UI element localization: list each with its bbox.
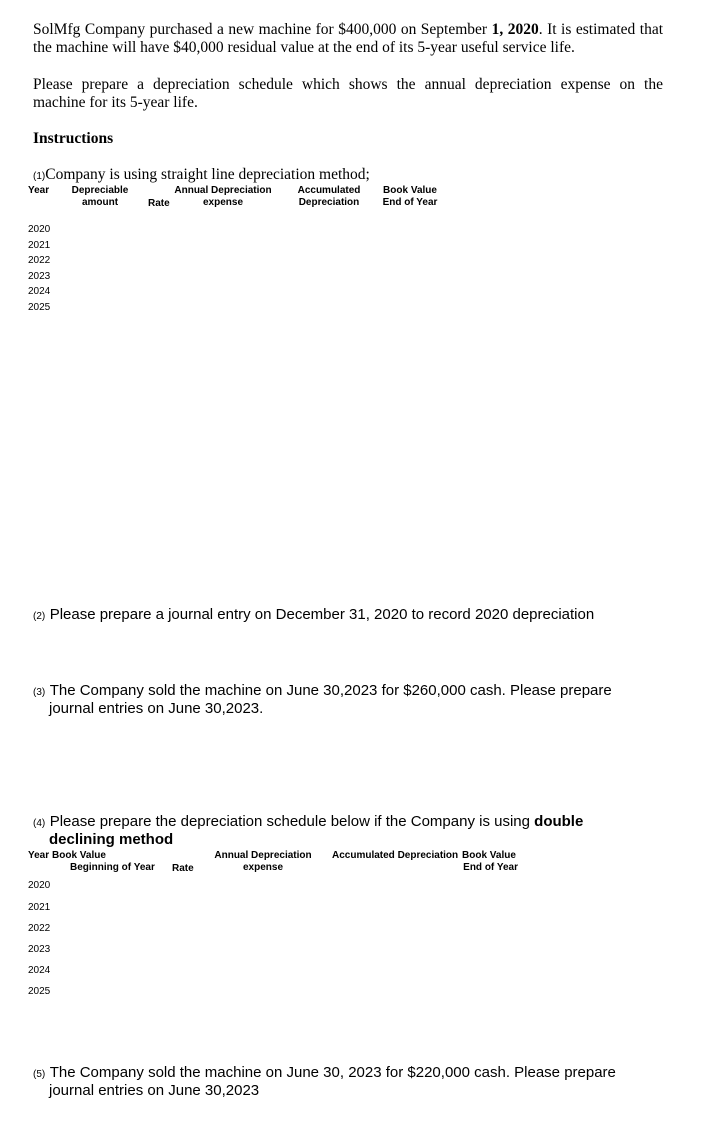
ddb-header-annual-line2: expense (242, 862, 284, 873)
part5-line2: journal entries on June 30,2023 (49, 1082, 260, 1099)
ddb-header-annual-line1: Annual Depreciation (214, 850, 312, 861)
ddb-header-rate: Rate (172, 863, 194, 874)
ddb-row-year: 2022 (28, 923, 51, 934)
sl-header-depreciable-line2: amount (81, 197, 119, 208)
part3-line2: journal entries on June 30,2023. (49, 700, 264, 717)
part2-question (33, 606, 594, 624)
sl-row-year: 2024 (28, 286, 51, 297)
sl-header-book-value (380, 185, 440, 209)
part1-number: (1) (33, 171, 46, 182)
part3-question (33, 682, 612, 700)
part5-question (33, 1064, 616, 1082)
instructions-heading: Instructions (33, 130, 114, 147)
sl-header-book-line2: End of Year (382, 197, 438, 208)
part4-line1: Please prepare the depreciation schedule below if the Company is using (49, 813, 535, 830)
ddb-header-annual (212, 850, 314, 874)
part3-number: (3) (33, 687, 46, 698)
ddb-header-beginning: Beginning of Year (70, 862, 155, 873)
ddb-row-year: 2023 (28, 944, 51, 955)
part4-number: (4) (33, 818, 46, 829)
intro-line-1 (33, 21, 663, 39)
intro-line-3: Please prepare a depreciation schedule which shows the annual depreciation expense on the (33, 76, 663, 93)
sl-header-depreciable (70, 185, 130, 209)
part2-number: (2) (33, 611, 46, 622)
ddb-header-book-value: Book Value (52, 850, 106, 861)
part2-text: Please prepare a journal entry on December 31, 2020 to record 2020 depreciation (49, 606, 595, 623)
sl-row-year: 2023 (28, 271, 51, 282)
sl-header-accumulated-line1: Accumulated (297, 185, 361, 196)
part5-line1: The Company sold the machine on June 30, 2023 for $220,000 cash. Please prepare (49, 1064, 616, 1081)
sl-header-book-line1: Book Value (383, 185, 437, 196)
ddb-header-year: Year (28, 850, 50, 861)
sl-header-annual (172, 185, 274, 209)
ddb-row-year: 2020 (28, 880, 51, 891)
intro-line-1-text: SolMfg Company purchased a new machine for $400,000 on September (33, 21, 492, 38)
sl-row-year: 2020 (28, 224, 51, 235)
ddb-header-book-end: Book Value (462, 850, 516, 861)
sl-row-year: 2025 (28, 302, 51, 313)
part4-bold-double: double (534, 813, 584, 830)
sl-row-year: 2022 (28, 255, 51, 266)
ddb-row-year: 2025 (28, 986, 51, 997)
sl-header-accumulated-line2: Depreciation (298, 197, 360, 208)
sl-header-accumulated (295, 185, 363, 209)
part1-question (33, 166, 370, 184)
ddb-header-end-of-year: End of Year (463, 862, 518, 873)
sl-header-rate: Rate (148, 198, 170, 209)
intro-line-4: machine for its 5-year life. (33, 94, 198, 111)
ddb-row-year: 2021 (28, 902, 51, 913)
sl-header-depreciable-line1: Depreciable (71, 185, 129, 196)
intro-line-1-end: . It is estimated that (538, 21, 664, 38)
part5-number: (5) (33, 1069, 46, 1080)
sl-header-annual-line1: Annual Depreciation (174, 185, 272, 196)
sl-header-annual-line2: expense (202, 197, 244, 208)
part4-question (33, 813, 583, 831)
sl-header-year: Year (28, 185, 50, 196)
cropped-top-edge (0, 0, 709, 3)
sl-row-year: 2021 (28, 240, 51, 251)
part3-line1: The Company sold the machine on June 30,2023 for $260,000 cash. Please prepare (49, 682, 612, 699)
intro-date-bold: 1, 2020 (491, 21, 539, 38)
part1-text: Company is using straight line depreciation method; (45, 166, 370, 183)
intro-line-2: the machine will have $40,000 residual value at the end of its 5-year useful service life. (33, 39, 575, 56)
ddb-row-year: 2024 (28, 965, 51, 976)
part4-bold-method: declining method (49, 831, 174, 848)
ddb-header-accumulated: Accumulated Depreciation (332, 850, 459, 861)
